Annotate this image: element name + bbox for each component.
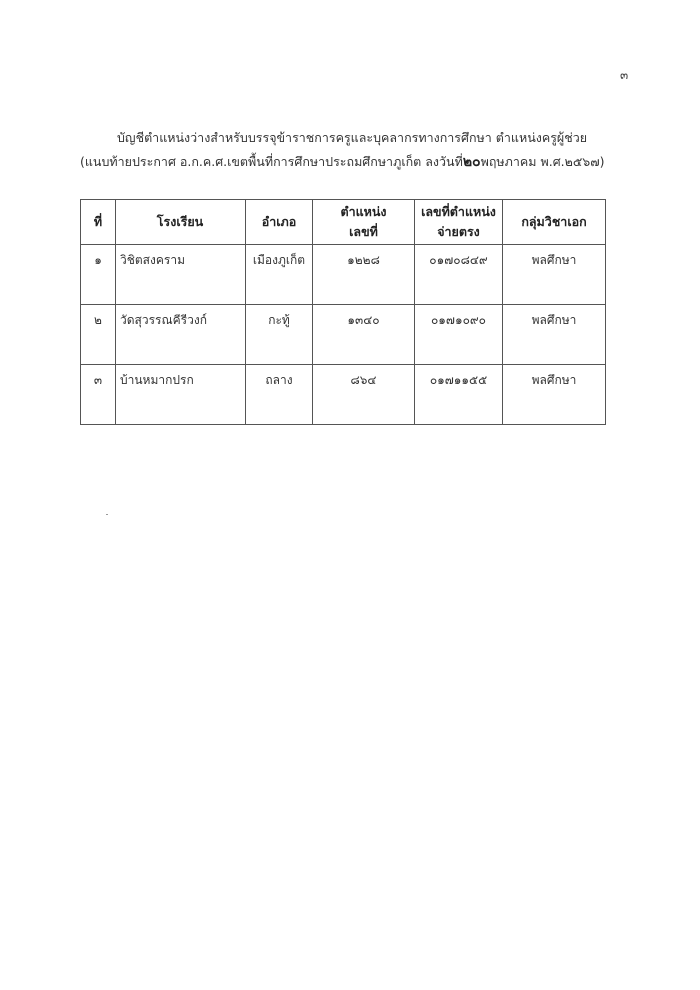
cell-subject: พลศึกษา <box>503 305 606 365</box>
cell-pay-no: ๐๑๗๑๐๙๐ <box>415 305 503 365</box>
table-header-row <box>81 200 606 245</box>
cell-subject: พลศึกษา <box>503 245 606 305</box>
cell-no: ๑ <box>81 245 116 305</box>
header-position-no-line1: ตำแหน่ง <box>340 204 387 219</box>
header-position-no-line2: เลขที่ <box>349 224 378 239</box>
cell-subject: พลศึกษา <box>503 365 606 425</box>
cell-school: วัดสุวรรณคีรีวงก์ <box>116 305 246 365</box>
subtitle-prefix: (แนบท้ายประกาศ อ.ก.ค.ศ.เขตพื้นที่การศึกษาประถมศึกษาภูเก็ต ลงวันที่ <box>80 154 463 169</box>
table-row <box>81 365 606 425</box>
cell-no: ๒ <box>81 305 116 365</box>
cell-district: ถลาง <box>246 365 313 425</box>
page-number: ๓ <box>620 68 629 82</box>
announcement-day: ๒๐ <box>462 154 481 170</box>
table-row <box>81 245 606 305</box>
cell-district: กะทู้ <box>246 305 313 365</box>
header-subject: กลุ่มวิชาเอก <box>503 200 606 245</box>
cell-position-no: ๘๖๔ <box>313 365 415 425</box>
header-district: อำเภอ <box>246 200 313 245</box>
subtitle-suffix: พฤษภาคม พ.ศ.๒๕๖๗) <box>480 154 605 169</box>
cell-pay-no: ๐๑๗๑๑๕๕ <box>415 365 503 425</box>
vacancy-table <box>80 199 606 425</box>
header-school: โรงเรียน <box>116 200 246 245</box>
cell-no: ๓ <box>81 365 116 425</box>
document-subtitle <box>80 151 605 173</box>
header-position-no <box>313 200 415 245</box>
header-pay-no-line1: เลขที่ตำแหน่ง <box>421 204 496 219</box>
header-pay-no-line2: จ่ายตรง <box>437 224 480 239</box>
scan-speck <box>106 514 108 515</box>
cell-position-no: ๑๒๒๘ <box>313 245 415 305</box>
header-no: ที่ <box>81 200 116 245</box>
document-title: บัญชีตำแหน่งว่างสำหรับบรรจุข้าราชการครูและบุคลากรทางการศึกษา ตำแหน่งครูผู้ช่วย <box>117 130 588 145</box>
cell-pay-no: ๐๑๗๐๘๔๙ <box>415 245 503 305</box>
header-pay-no <box>415 200 503 245</box>
cell-position-no: ๑๓๔๐ <box>313 305 415 365</box>
cell-district: เมืองภูเก็ต <box>246 245 313 305</box>
cell-school: วิชิตสงคราม <box>116 245 246 305</box>
table-row <box>81 305 606 365</box>
cell-school: บ้านหมากปรก <box>116 365 246 425</box>
